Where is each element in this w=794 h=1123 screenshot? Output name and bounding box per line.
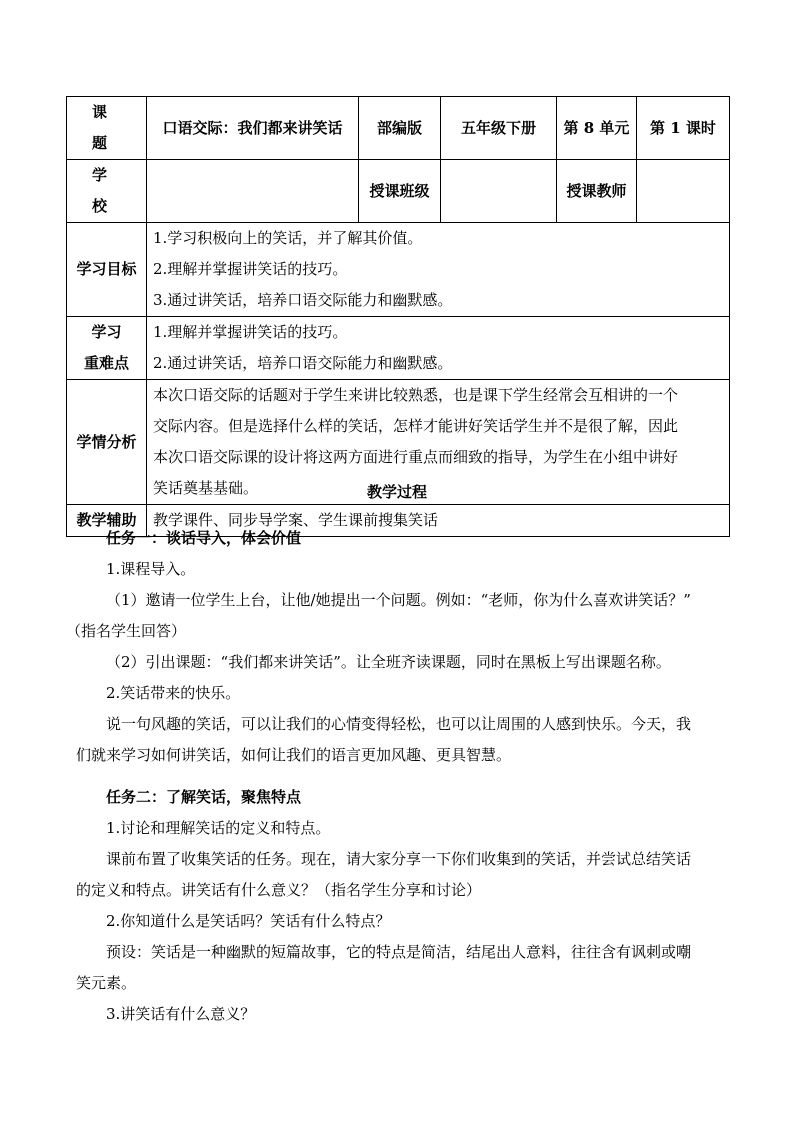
row-key-points	[67, 317, 730, 380]
row-topic	[67, 97, 730, 160]
aids-label: 教学辅助	[67, 505, 147, 537]
process-content	[66, 523, 728, 1030]
task1-title: 任务一：谈话导入，体会价值	[106, 529, 302, 547]
key-point-item: 1.理解并掌握讲笑话的技巧。	[153, 323, 348, 341]
task2-item2: 2.你知道什么是笑话吗？笑话有什么特点？	[106, 912, 391, 930]
task2-para1-cont: 的定义和特点。讲笑话有什么意义？（指名学生分享和讨论）	[76, 881, 482, 899]
school-label: 学 校	[67, 160, 147, 223]
task1-sub1-cont: （指名学生回答）	[66, 622, 187, 640]
teacher-label: 授课教师	[557, 160, 637, 223]
goal-item: 1.学习积极向上的笑话，并了解其价值。	[153, 229, 423, 247]
process-title: 教学过程	[366, 483, 427, 501]
task2-para2: 预设：笑话是一种幽默的短篇故事，它的特点是简洁，结尾出人意料，往往含有讽刺或嘲	[106, 943, 692, 961]
task1-para-cont: 们就来学习如何讲笑话，如何让我们的语言更加风趣、更具智慧。	[76, 746, 512, 764]
analysis-content: 本次口语交际的话题对于学生来讲比较熟悉，也是课下学生经常会互相讲的一个 交际内容。但是选择什么样的笑话，怎样才能讲好笑话学生并不是很了解，因此 本次口语交际课的设计将这两方面进行重点而细致的指导，为学生在小组中讲好 笑话奠基基础。	[147, 380, 730, 505]
goals-content	[147, 223, 730, 317]
task2-item1: 1.讨论和理解笑话的定义和特点。	[106, 819, 331, 837]
task2-para2-cont: 笑元素。	[76, 974, 137, 992]
edition: 部编版	[359, 97, 441, 160]
topic-title: 口语交际：我们都来讲笑话	[147, 97, 359, 160]
row-goals	[67, 223, 730, 317]
task1-item1: 1.课程导入。	[106, 560, 196, 578]
topic-label: 课 题	[67, 97, 147, 160]
task2-title: 任务二：了解笑话，聚焦特点	[106, 788, 302, 806]
analysis-label: 学情分析	[67, 380, 147, 505]
teacher-value	[637, 160, 730, 223]
unit: 第 8 单元	[557, 97, 637, 160]
class-value	[441, 160, 557, 223]
task1-sub1: （1）邀请一位学生上台，让他/她提出一个问题。例如：“老师，你为什么喜欢讲笑话？”	[106, 591, 691, 609]
goal-item: 3.通过讲笑话，培养口语交际能力和幽默感。	[153, 291, 453, 309]
key-points-content	[147, 317, 730, 380]
aids-content: 教学课件、同步导学案、学生课前搜集笑话	[147, 505, 730, 537]
class-label: 授课班级	[359, 160, 441, 223]
lesson-number: 第 1 课时	[637, 97, 730, 160]
task2-item3: 3.讲笑话有什么意义？	[106, 1005, 256, 1023]
key-point-item: 2.通过讲笑话，培养口语交际能力和幽默感。	[153, 354, 453, 372]
task1-para: 说一句风趣的笑话，可以让我们的心情变得轻松，也可以让周围的人感到快乐。今天，我	[106, 715, 692, 733]
goals-label: 学习目标	[67, 223, 147, 317]
key-points-label: 学习 重难点	[67, 317, 147, 380]
task1-sub2: （2）引出课题：“我们都来讲笑话”。让全班齐读课题，同时在黑板上写出课题名称。	[106, 653, 671, 671]
task1-item2: 2.笑话带来的快乐。	[106, 684, 241, 702]
row-school	[67, 160, 730, 223]
goal-item: 2.理解并掌握讲笑话的技巧。	[153, 260, 348, 278]
grade: 五年级下册	[441, 97, 557, 160]
task2-para1: 课前布置了收集笑话的任务。现在，请大家分享一下你们收集到的笑话，并尝试总结笑话	[106, 850, 692, 868]
school-value	[147, 160, 359, 223]
lesson-info-table	[66, 96, 730, 537]
